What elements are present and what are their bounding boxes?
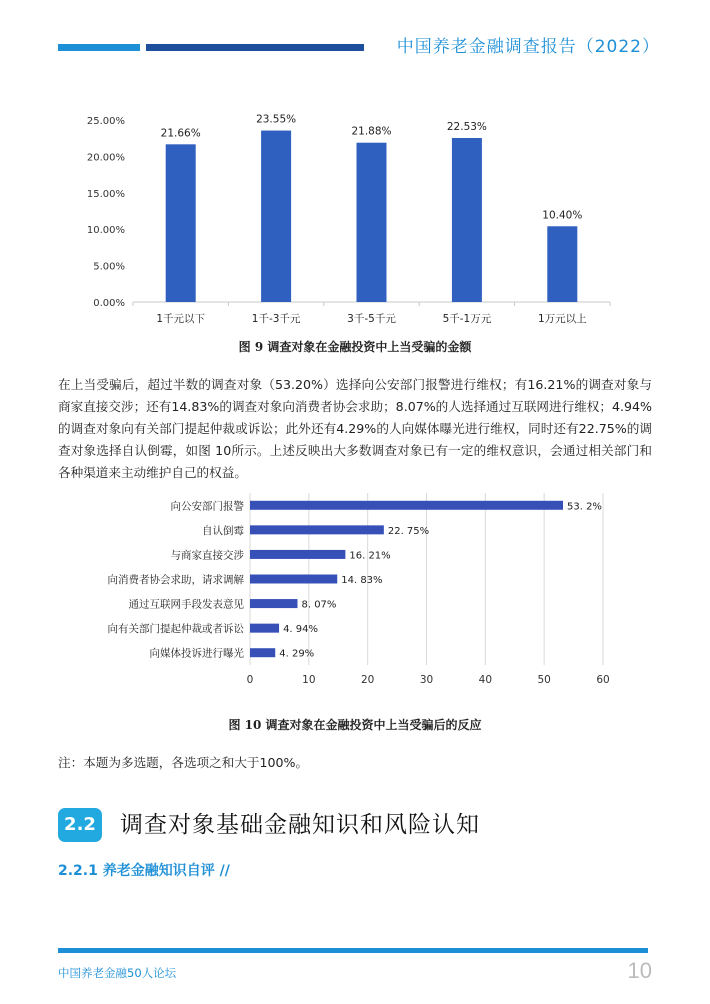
x-tick-label: 0: [246, 674, 254, 686]
bar-value-label: 4. 29%: [279, 648, 315, 660]
section-number-badge: 2.2: [58, 808, 102, 842]
y-category-label: 与商家直接交涉: [170, 549, 244, 562]
footer-organization: 中国养老金融50人论坛: [58, 966, 177, 980]
bar-value-label: 53. 2%: [566, 501, 602, 513]
y-category-label: 向有关部门提起仲裁或者诉讼: [107, 623, 244, 636]
y-category-label: 通过互联网手段发表意见: [128, 598, 244, 611]
y-tick-label: 20.00%: [86, 152, 125, 164]
bar-value-label: 22. 75%: [387, 525, 430, 537]
bar: [547, 226, 577, 302]
section-title: 调查对象基础金融知识和风险认知: [120, 812, 480, 838]
bar: [250, 648, 275, 657]
x-tick-label: 20: [360, 674, 375, 686]
bar-value-label: 10.40%: [542, 209, 583, 222]
y-tick-label: 15.00%: [86, 188, 125, 200]
y-category-label: 向公安部门报警: [170, 500, 244, 513]
note-text: 注：本题为多选题，各选项之和大于100%。: [58, 755, 309, 770]
bar-value-label: 16. 21%: [349, 550, 391, 562]
bar-value-label: 23.55%: [256, 113, 297, 126]
bar-value-label: 21.88%: [351, 125, 392, 138]
subsection-title: 2.2.1 养老金融知识自评 //: [58, 863, 230, 879]
bar-value-label: 14. 83%: [341, 575, 383, 586]
x-tick-label: 10: [302, 674, 316, 686]
bar: [250, 550, 345, 559]
page-number: 10: [627, 958, 652, 983]
x-category-label: 1千元以下: [156, 313, 206, 325]
x-tick-label: 30: [419, 674, 434, 686]
x-tick-label: 60: [596, 674, 610, 686]
figure-9-bar-chart: [87, 114, 610, 325]
x-category-label: 3千-5千元: [347, 313, 396, 325]
x-category-label: 1千-3千元: [251, 313, 301, 325]
figure-9-caption: 图 9 调查对象在金融投资中上当受骗的金额: [238, 340, 472, 354]
bar-value-label: 8. 07%: [301, 599, 337, 611]
bar-value-label: 4. 94%: [283, 624, 319, 636]
y-tick-label: 0.00%: [93, 298, 125, 309]
footer-bar: [58, 948, 648, 953]
x-tick-label: 40: [478, 674, 493, 686]
y-tick-label: 5.00%: [93, 261, 125, 273]
bar: [452, 138, 482, 302]
bar-value-label: 21.66%: [160, 127, 201, 140]
bar: [250, 525, 384, 534]
body-paragraph: 在上当受骗后，超过半数的调查对象（53.20%）选择向公安部门报警进行维权；有16.21%的调查对象与商家直接交涉；还有14.83%的调查对象向消费者协会求助；8.07%的人选择通过互联网进行维权；4.94%的调查对象向有关部门提起仲裁或诉讼；此外还有4.29%的人向媒体曝光进行维权，同时还有22.75%的调查对象选择自认倒霉，如图 10所示。上述反映出大多数调查对象已有一定的维权意识，会通过相关部门和各种渠道来主动维护自己的权益。: [58, 377, 653, 480]
bar: [250, 575, 337, 584]
report-title: 中国养老金融调查报告（2022）: [396, 37, 660, 57]
x-category-label: 5千-1万元: [442, 313, 492, 325]
bar: [261, 131, 291, 302]
y-category-label: 自认倒霉: [202, 524, 244, 537]
bar: [166, 144, 196, 302]
bar: [250, 501, 563, 510]
figure-10-caption: 图 10 调查对象在金融投资中上当受骗后的反应: [228, 718, 482, 732]
figure-10-horizontal-bar-chart: [108, 493, 610, 686]
bar: [250, 599, 297, 608]
bar-value-label: 22.53%: [446, 120, 487, 133]
bar: [357, 143, 387, 302]
y-tick-label: 10.00%: [86, 225, 125, 237]
y-tick-label: 25.00%: [86, 116, 125, 127]
bar: [250, 624, 279, 633]
y-category-label: 向媒体投诉进行曝光: [149, 647, 244, 660]
x-tick-label: 50: [537, 674, 551, 686]
x-category-label: 1万元以上: [537, 313, 587, 325]
y-category-label: 向消费者协会求助，请求调解: [107, 574, 244, 586]
